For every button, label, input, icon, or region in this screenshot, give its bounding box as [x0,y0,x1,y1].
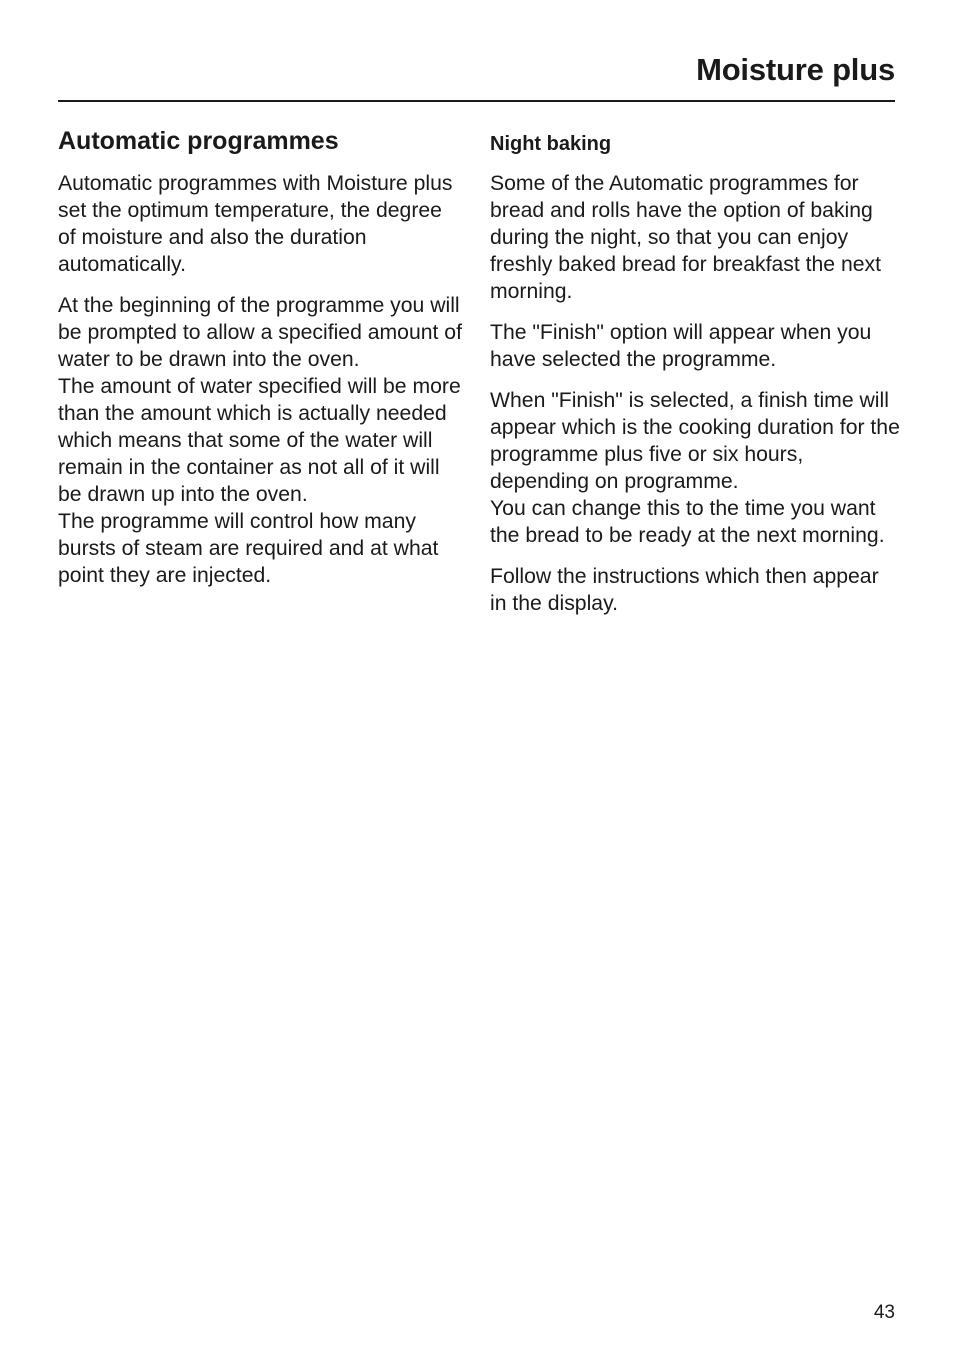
left-column [58,124,462,603]
paragraph: Some of the Automatic programmes for bread and rolls have the option of baking during the night, so that you can enjoy freshly baked bread for breakfast the next morning. [490,172,882,303]
page-number: 43 [873,1302,895,1323]
paragraph: At the beginning of the programme you will be prompted to allow a specified amount of water to be drawn into the oven. [58,294,462,371]
sub-heading-night-baking: Night baking [490,133,612,155]
paragraph: The amount of water specified will be more than the amount which is actually needed which means that some of the water will remain in the container as not all of it will be drawn up into the oven. [58,375,461,506]
paragraph: Automatic programmes with Moisture plus set the optimum temperature, the degree of moisture and also the duration automatically. [58,172,453,276]
right-column [490,124,900,631]
paragraph: The programme will control how many bursts of steam are required and at what point they are injected. [58,510,439,587]
section-heading-automatic-programmes: Automatic programmes [58,127,339,155]
page-header [58,50,895,102]
paragraph: The "Finish" option will appear when you have selected the programme. [490,321,872,371]
paragraph: You can change this to the time you want the bread to be ready at the next morning. [490,497,885,547]
paragraph: When "Finish" is selected, a finish time will appear which is the cooking duration for the programme plus five or six hours, depending on programme. [490,389,900,493]
paragraph: Follow the instructions which then appear in the display. [490,565,879,615]
page-title: Moisture plus [696,52,895,87]
